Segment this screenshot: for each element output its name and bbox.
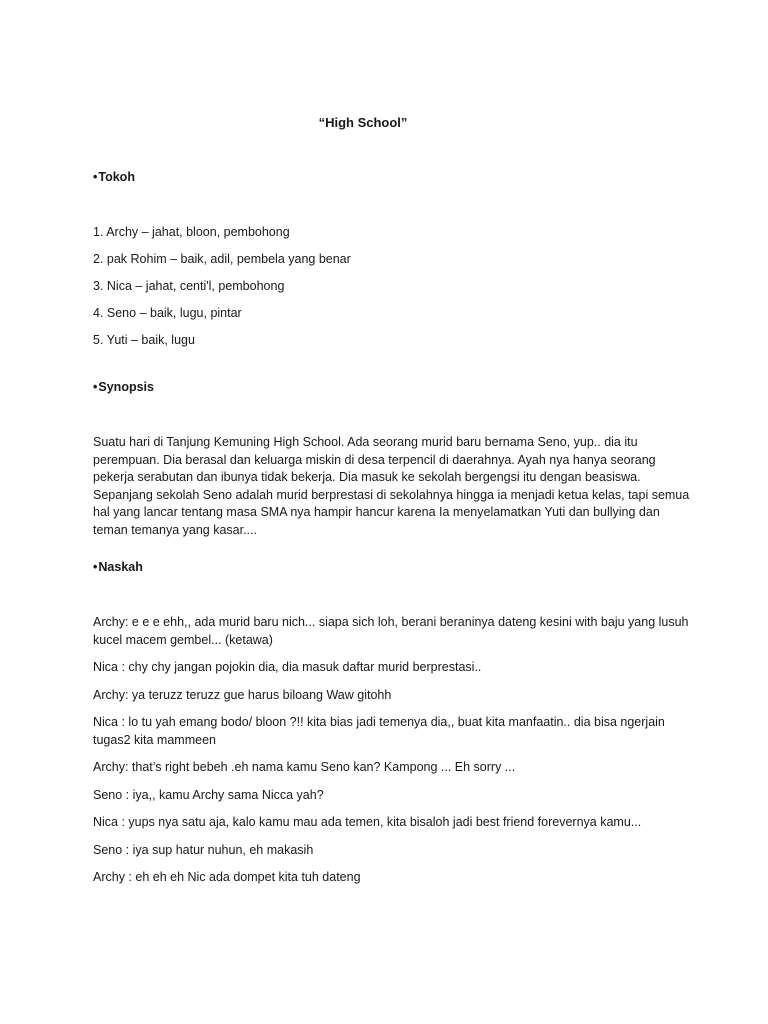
dialogue-line: Archy: that’s right bebeh .eh nama kamu Seno kan? Kampong ... Eh sorry ... [93, 760, 516, 774]
naskah-heading-text: Naskah [98, 560, 143, 574]
tokoh-item: 5. Yuti – baik, lugu [93, 333, 195, 347]
dialogue-line: Archy : eh eh eh Nic ada dompet kita tuh dateng [93, 870, 361, 884]
tokoh-item: 1. Archy – jahat, bloon, pembohong [93, 225, 290, 239]
document-page [93, 114, 693, 897]
tokoh-item: 4. Seno – baik, lugu, pintar [93, 306, 242, 320]
dialogue-line: Nica : lo tu yah emang bodo/ bloon ?!! kita bias jadi temenya dia,, buat kita manfaatin.. dia bisa ngerjain tugas2 kita mammeen [93, 715, 665, 747]
dialogue-line: Seno : iya,, kamu Archy sama Nicca yah? [93, 787, 324, 802]
dialogue-line: Archy: e e e ehh,, ada murid baru nich... siapa sich loh, berani beraninya dateng kesini with baju yang lusuh kucel macem gembel... (ketawa) [93, 615, 689, 647]
naskah-heading [93, 559, 693, 576]
tokoh-list [93, 224, 693, 349]
tokoh-heading [93, 169, 693, 186]
synopsis-heading [93, 379, 693, 396]
tokoh-heading-text: Tokoh [98, 170, 135, 184]
bullet-icon: • [93, 380, 98, 394]
dialogue-line: Nica : yups nya satu aja, kalo kamu mau ada temen, kita bisaloh jadi best friend forevernya kamu... [93, 815, 642, 829]
dialogue-line: Nica : chy chy jangan pojokin dia, dia masuk daftar murid berprestasi.. [93, 660, 482, 674]
synopsis-text: Suatu hari di Tanjung Kemuning High School. Ada seorang murid baru bernama Seno, yup.. dia itu perempuan. Dia berasal dan keluarga miskin di desa terpencil di daerahnya. Ayah nya hanya seorang pekerja serabutan dan ibunya tidak bekerja. Dia masuk ke sekolah bergengsi itu dengan beasiswa. Sepanjang sekolah Seno adalah murid berprestasi di sekolahnya hingga ia menjadi ketua kelas, tapi semua hal yang lancar tentang masa SMA nya hampir hancur karena Ia menyelamatkan Yuti dan bullying dan teman temanya yang kasar.... [93, 435, 690, 537]
document-title: “High School” [318, 115, 408, 130]
dialogue-line: Seno : iya sup hatur nuhun, eh makasih [93, 842, 314, 857]
bullet-icon: • [93, 560, 98, 574]
dialogue-line: Archy: ya teruzz teruzz gue harus biloang Waw gitohh [93, 687, 392, 702]
tokoh-item: 2. pak Rohim – baik, adil, pembela yang benar [93, 252, 351, 266]
synopsis-heading-text: Synopsis [98, 380, 154, 394]
tokoh-item: 3. Nica – jahat, centi'l, pembohong [93, 279, 285, 293]
script-lines [93, 614, 693, 887]
bullet-icon: • [93, 170, 98, 184]
